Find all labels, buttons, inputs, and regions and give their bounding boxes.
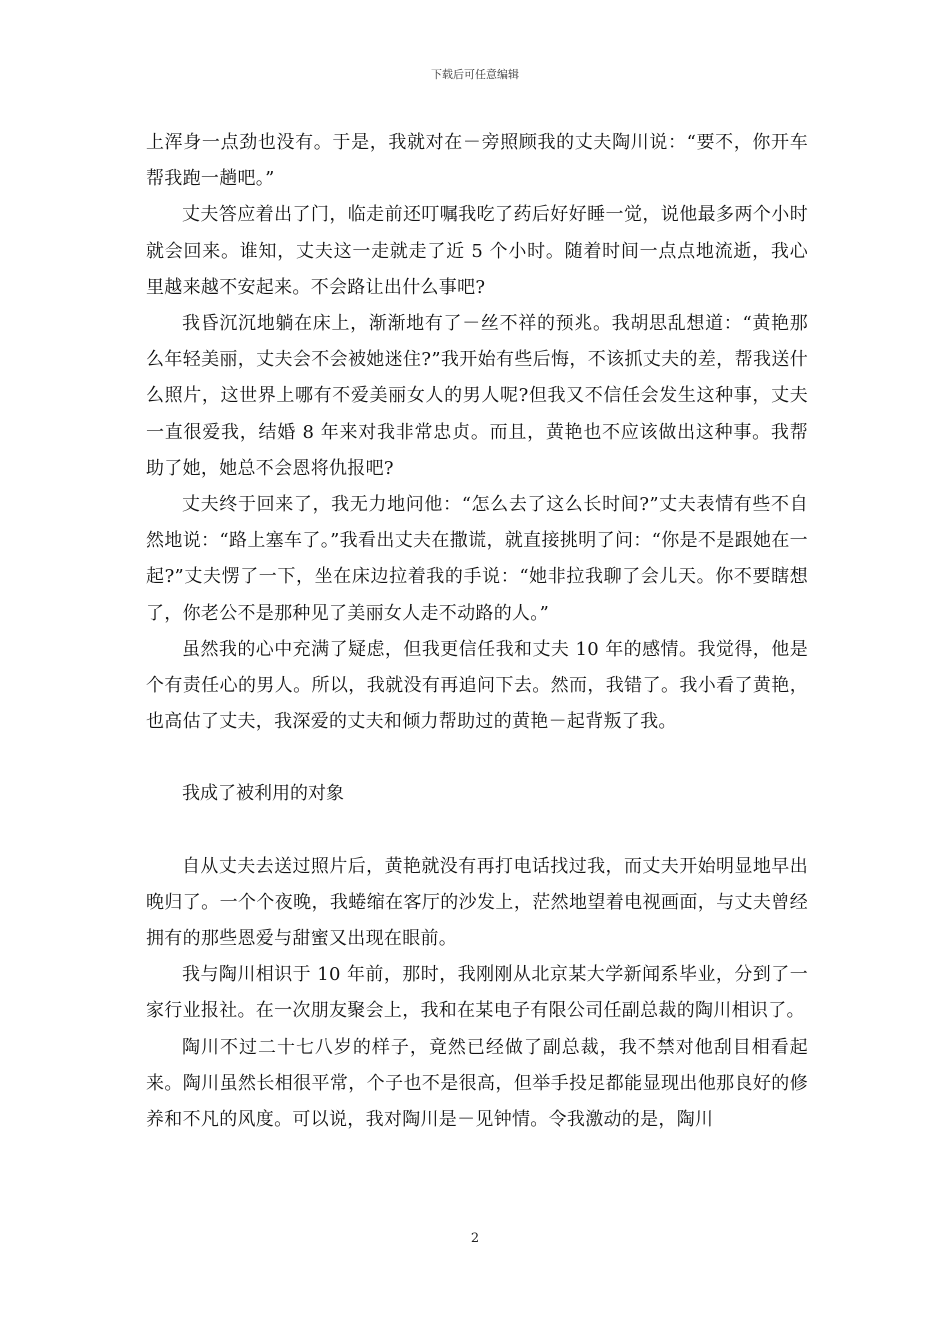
paragraph: 自从丈夫去送过照片后，黄艳就没有再打电话找过我，而丈夫开始明显地早出晚归了。一个个夜晚，我蜷缩在客厅的沙发上，茫然地望着电视画面，与丈夫曾经拥有的那些恩爱与甜蜜又出现在眼前。 (146, 855, 808, 950)
paragraph: 丈夫答应着出了门，临走前还叮嘱我吃了药后好好睡一觉，说他最多两个小时就会回来。谁知，丈夫这一走就走了近 5 个小时。随着时间一点点地流逝，我心里越来越不安起来。不会路让出什么事吧? (146, 204, 808, 298)
paragraph: 我与陶川相识于 10 年前，那时，我刚刚从北京某大学新闻系毕业，分到了一家行业报社。在一次朋友聚会上，我和在某电子有限公司任副总裁的陶川相识了。 (146, 964, 808, 1022)
paragraph-continuation: 上浑身一点劲也没有。于是，我就对在－旁照顾我的丈夫陶川说：“要不，你开车帮我跑一趟吧。” (146, 132, 808, 190)
paragraph: 丈夫终于回来了，我无力地问他：“怎么去了这么长时间?”丈夫表情有些不自然地说：“路上塞车了。”我看出丈夫在撒谎，就直接挑明了问：“你是不是跟她在一起?”丈夫愣了一下，坐在床边拉着我的手说：“她非拉我聊了会儿天。你不要瞎想了，你老公不是那种见了美丽女人走不动路的人。” (146, 494, 808, 624)
page-number: 2 (470, 1231, 480, 1246)
document-body (146, 125, 808, 1138)
page-header: 下载后可任意编辑 (431, 68, 519, 81)
paragraph: 陶川不过二十七八岁的样子，竟然已经做了副总裁，我不禁对他刮目相看起来。陶川虽然长相很平常，个子也不是很高，但举手投足都能显现出他那良好的修养和不凡的风度。可以说，我对陶川是－见钟情。令我激动的是，陶川 (146, 1036, 808, 1131)
paragraph: 我昏沉沉地躺在床上，渐渐地有了－丝不祥的预兆。我胡思乱想道：“黄艳那么年轻美丽，丈夫会不会被她迷住?”我开始有些后悔，不该抓丈夫的差，帮我送什么照片，这世界上哪有不爱美丽女人的男人呢?但我又不信任会发生这种事，丈夫一直很爱我，结婚 8 年来对我非常忠贞。而且，黄艳也不应该做出这种事。我帮助了她，她总不会恩将仇报吧? (146, 313, 808, 479)
section-heading: 我成了被利用的对象 (182, 783, 344, 805)
paragraph: 虽然我的心中充满了疑虑，但我更信任我和丈夫 10 年的感情。我觉得，他是个有责任心的男人。所以，我就没有再追问下去。然而，我错了。我小看了黄艳，也高估了丈夫，我深爱的丈夫和倾力帮助过的黄艳－起背叛了我。 (146, 638, 808, 733)
